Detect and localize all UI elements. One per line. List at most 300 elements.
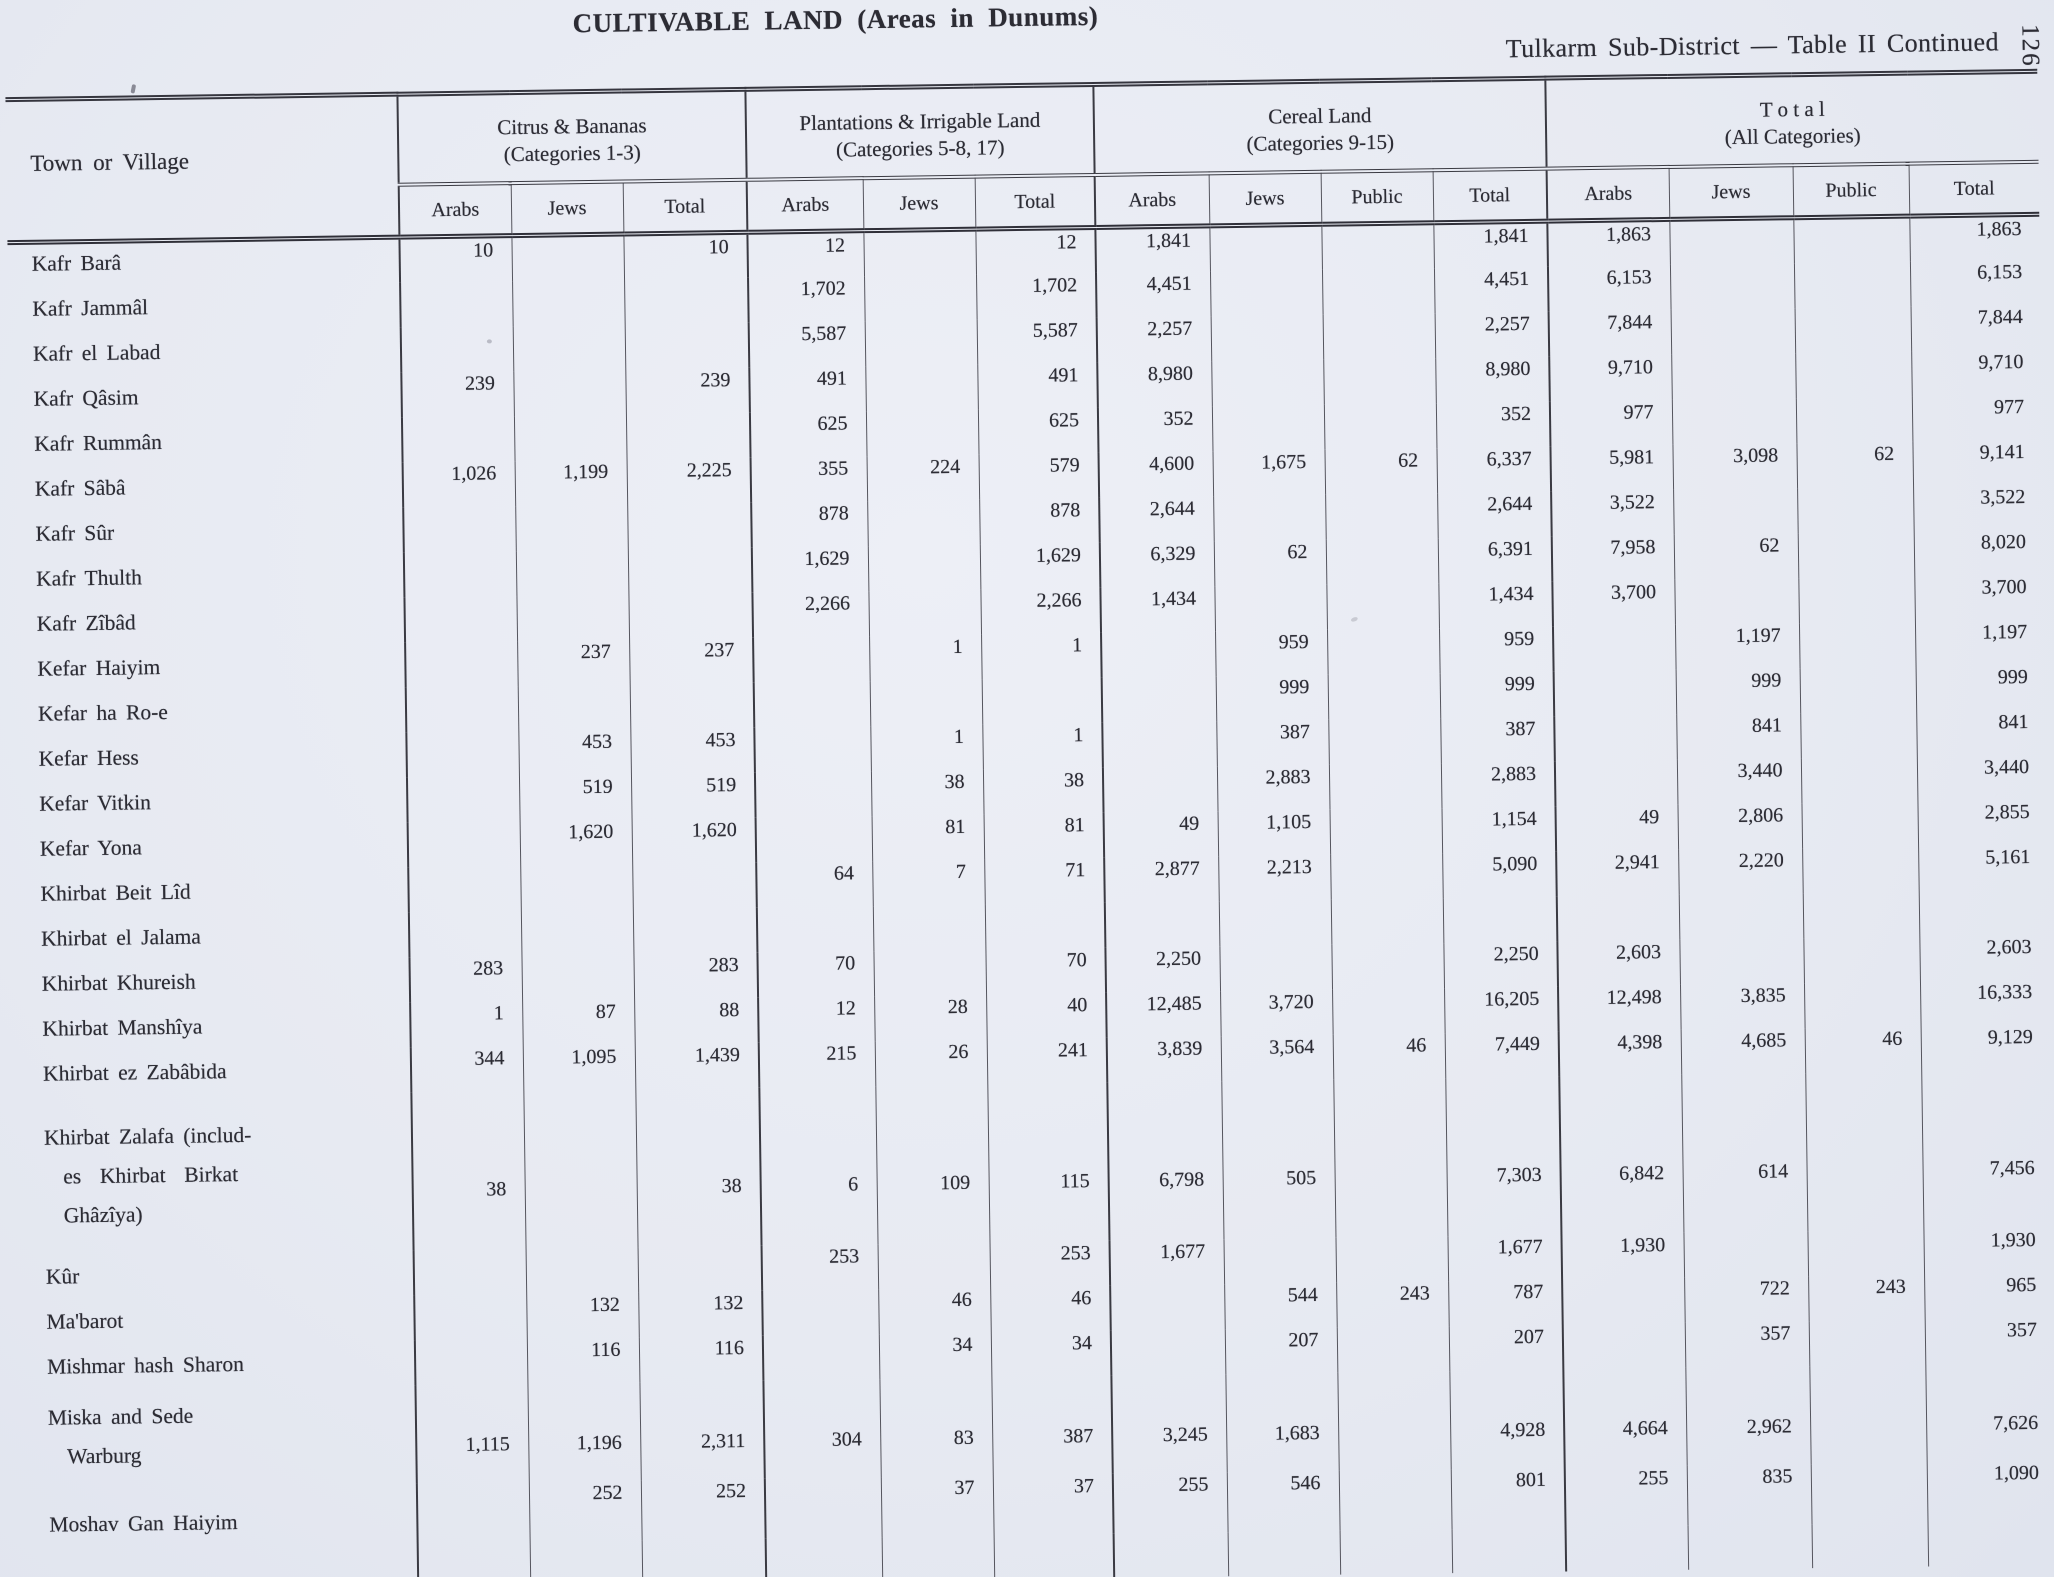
value-cell: 12	[975, 227, 1096, 274]
col-header: Arabs	[399, 183, 512, 237]
value-cell: 6,842	[1559, 1075, 1683, 1235]
value-cell	[1555, 760, 1678, 807]
value-cell: 1,026	[403, 461, 516, 508]
value-cell: 1,090	[1927, 1461, 2054, 1523]
value-cell: 5,587	[749, 321, 866, 368]
value-cell: 453	[518, 729, 631, 776]
value-cell	[626, 413, 751, 460]
value-cell: 1,683	[1225, 1373, 1338, 1473]
village-name: Kefar Vitkin	[39, 790, 152, 816]
value-cell: 2,644	[1437, 492, 1552, 539]
value-cell: 959	[1439, 627, 1554, 674]
value-cell: 132	[526, 1292, 639, 1339]
value-cell	[994, 1534, 1115, 1577]
value-cell: 625	[978, 408, 1099, 455]
value-cell	[985, 903, 1106, 950]
village-name: Kefar ha Ro-e	[37, 699, 168, 726]
group-sublabel: (Categories 9-15)	[1246, 129, 1395, 156]
value-cell	[1333, 1078, 1447, 1238]
value-cell	[1798, 532, 1915, 579]
value-cell	[1679, 893, 1804, 940]
value-cell: 62	[1797, 442, 1914, 489]
value-cell	[1672, 398, 1797, 445]
value-cell: 519	[519, 774, 632, 821]
value-cell: 2,266	[980, 588, 1101, 635]
row-header-town-or-village: Town or Village	[5, 94, 399, 242]
value-cell: 4,398	[1559, 1030, 1682, 1077]
value-cell: 625	[750, 411, 867, 458]
value-cell	[1919, 890, 2050, 937]
value-cell	[1554, 715, 1677, 762]
value-cell: 38	[871, 770, 984, 817]
village-name: Kafr el Labad	[32, 340, 161, 366]
value-cell	[1327, 628, 1440, 675]
value-cell: 16,205	[1444, 987, 1559, 1034]
value-cell	[632, 863, 757, 910]
value-cell: 1,620	[520, 819, 633, 866]
value-cell: 5,090	[1442, 852, 1557, 899]
value-cell	[1324, 403, 1437, 450]
value-cell	[1103, 766, 1218, 813]
value-cell: 304	[763, 1379, 880, 1479]
village-name: Kafr Thulth	[35, 565, 143, 591]
value-cell	[1793, 216, 1910, 263]
group-header-cereal	[1093, 78, 1546, 175]
value-cell	[638, 1246, 763, 1293]
value-cell: 1,677	[1110, 1239, 1225, 1286]
value-cell	[868, 590, 981, 637]
value-cell	[1322, 268, 1435, 315]
value-cell	[1330, 853, 1443, 900]
value-cell: 352	[1098, 406, 1213, 453]
group-label: Citrus & Bananas	[497, 113, 647, 140]
value-cell	[625, 323, 750, 370]
value-cell: 1,620	[632, 818, 757, 865]
value-cell: 787	[1448, 1280, 1563, 1327]
value-cell	[865, 365, 978, 412]
value-cell: 9,710	[1549, 355, 1672, 402]
value-cell	[1102, 721, 1217, 768]
value-cell	[1326, 538, 1439, 585]
value-cell: 2,213	[1218, 855, 1331, 902]
village-name: Kefar Haiyim	[37, 655, 161, 681]
value-cell	[1328, 673, 1441, 720]
value-cell	[408, 866, 521, 913]
group-label: Cereal Land	[1268, 103, 1372, 129]
value-cell	[1110, 1284, 1225, 1331]
value-cell: 243	[1336, 1281, 1449, 1328]
value-cell: 3,440	[1917, 755, 2048, 802]
group-sublabel: (Categories 5-8, 17)	[835, 135, 1005, 162]
value-cell: 1,434	[1438, 582, 1553, 629]
value-cell	[516, 550, 629, 597]
value-cell: 2,220	[1678, 848, 1803, 895]
value-cell: 1	[981, 633, 1102, 680]
value-cell	[515, 505, 628, 552]
value-cell: 5,161	[1918, 845, 2049, 892]
value-cell: 387	[1440, 717, 1555, 764]
value-cell: 38	[983, 768, 1104, 815]
value-cell	[1211, 315, 1324, 362]
village-name: Khirbat Zalafa (includ- es Khirbat Birkat Ghâzîya)	[43, 1122, 252, 1228]
value-cell: 88	[634, 998, 759, 1045]
value-cell	[628, 548, 753, 595]
group-sublabel: (Categories 1-3)	[503, 140, 641, 167]
value-cell: 453	[630, 728, 755, 775]
col-header: Jews	[1209, 172, 1322, 226]
value-cell: 3,098	[1673, 443, 1798, 490]
value-cell: 878	[751, 501, 868, 548]
value-cell	[1337, 1371, 1450, 1471]
value-cell	[1797, 487, 1914, 534]
scan-speck	[130, 84, 136, 94]
value-cell: 1,841	[1095, 226, 1210, 273]
value-cell: 2,855	[1918, 800, 2049, 847]
value-cell: 1,197	[1675, 623, 1800, 670]
value-cell: 5,981	[1551, 445, 1674, 492]
value-cell: 2,883	[1217, 765, 1330, 812]
value-cell	[1671, 353, 1796, 400]
value-cell: 81	[984, 813, 1105, 860]
value-cell: 239	[625, 368, 750, 415]
value-cell: 977	[1550, 400, 1673, 447]
value-cell: 3,839	[1107, 1036, 1222, 1083]
col-header: Arabs	[1547, 167, 1670, 221]
value-cell: 2,877	[1104, 856, 1219, 903]
value-cell	[1800, 667, 1917, 714]
value-cell: 2,806	[1678, 803, 1803, 850]
value-cell: 252	[641, 1479, 766, 1541]
value-cell	[1562, 1278, 1685, 1325]
value-cell	[1452, 1528, 1567, 1574]
value-cell	[408, 821, 521, 868]
value-cell: 878	[979, 498, 1100, 545]
page-subtitle: Tulkarm Sub-District — Table II Continued	[1505, 27, 2000, 64]
value-cell: 977	[1912, 395, 2043, 442]
value-cell: 2,225	[627, 458, 752, 505]
value-cell: 801	[1451, 1468, 1566, 1530]
value-cell	[414, 1294, 527, 1341]
value-cell	[1337, 1326, 1450, 1373]
value-cell	[1799, 622, 1916, 669]
value-cell: 7,303	[1445, 1077, 1561, 1237]
value-cell	[1331, 943, 1444, 990]
value-cell	[882, 1536, 995, 1577]
value-cell: 46	[1333, 1033, 1446, 1080]
value-cell: 1,677	[1447, 1235, 1562, 1282]
value-cell	[418, 1542, 531, 1577]
value-cell: 2,266	[752, 591, 869, 638]
value-cell	[878, 1243, 991, 1290]
value-cell: 6,391	[1438, 537, 1553, 584]
group-header-citrus	[397, 89, 746, 184]
value-cell: 6,337	[1436, 447, 1551, 494]
value-cell: 71	[984, 858, 1105, 905]
value-cell: 1,675	[1213, 450, 1326, 497]
value-cell: 239	[401, 371, 514, 418]
value-cell	[520, 864, 633, 911]
value-cell: 1,702	[976, 273, 1097, 320]
value-cell: 9,141	[1912, 440, 2043, 487]
value-cell	[873, 950, 986, 997]
value-cell: 224	[867, 455, 980, 502]
value-cell: 357	[1925, 1318, 2054, 1365]
value-cell: 237	[629, 638, 754, 685]
value-cell: 2,257	[1097, 316, 1212, 363]
value-cell: 3,245	[1111, 1374, 1226, 1474]
value-cell	[1105, 901, 1220, 948]
value-cell	[1332, 988, 1445, 1035]
value-cell: 253	[762, 1244, 879, 1291]
col-header: Arabs	[1095, 173, 1210, 227]
value-cell	[1684, 1231, 1809, 1278]
group-label: T o t a l	[1759, 96, 1825, 122]
value-cell: 3,440	[1677, 758, 1802, 805]
value-cell: 87	[522, 999, 635, 1046]
value-cell: 2,962	[1685, 1366, 1810, 1466]
village-name: Khirbat Beit Lîd	[40, 879, 191, 906]
value-cell: 1,930	[1562, 1233, 1685, 1280]
value-cell: 387	[991, 1376, 1112, 1476]
value-cell: 252	[529, 1480, 642, 1542]
value-cell	[1670, 263, 1795, 310]
value-cell: 38	[411, 1091, 525, 1251]
village-name	[26, 1544, 419, 1577]
value-cell	[407, 776, 520, 823]
value-cell	[1803, 892, 1920, 939]
value-cell: 70	[757, 951, 874, 998]
value-cell: 5,587	[977, 318, 1098, 365]
value-cell: 46	[990, 1286, 1111, 1333]
value-cell	[1114, 1532, 1229, 1577]
value-cell: 491	[749, 366, 866, 413]
value-cell: 83	[879, 1378, 992, 1478]
value-cell: 81	[872, 815, 985, 862]
value-cell	[1329, 763, 1442, 810]
value-cell: 132	[638, 1291, 763, 1338]
value-cell: 6	[759, 1086, 877, 1246]
value-cell	[1210, 270, 1323, 317]
col-header: Total	[1433, 169, 1548, 223]
value-cell: 4,451	[1096, 271, 1211, 318]
value-cell: 352	[1436, 402, 1551, 449]
value-cell	[409, 911, 522, 958]
value-cell	[1211, 360, 1324, 407]
value-cell: 1,841	[1433, 221, 1548, 268]
value-cell: 253	[990, 1241, 1111, 1288]
value-cell: 49	[1556, 805, 1679, 852]
value-cell	[1808, 1229, 1925, 1276]
value-cell: 34	[879, 1333, 992, 1380]
value-cell	[873, 905, 986, 952]
col-header: Total	[623, 180, 748, 234]
value-cell	[1101, 631, 1216, 678]
value-cell: 1,115	[415, 1384, 528, 1484]
value-cell: 491	[977, 363, 1098, 410]
value-cell: 62	[1674, 533, 1799, 580]
value-cell	[1336, 1236, 1449, 1283]
value-cell	[403, 506, 516, 553]
value-cell	[753, 636, 870, 683]
village-name: Khirbat ez Zabâbida	[42, 1059, 227, 1086]
value-cell	[1802, 802, 1919, 849]
value-cell: 116	[639, 1336, 764, 1383]
value-cell	[417, 1482, 530, 1544]
value-cell	[523, 1089, 637, 1249]
village-name: Kafr Jammâl	[32, 295, 149, 321]
value-cell	[402, 416, 515, 463]
value-cell	[866, 410, 979, 457]
value-cell	[1212, 405, 1325, 452]
value-cell	[1219, 945, 1332, 992]
value-cell	[414, 1249, 527, 1296]
value-cell	[630, 683, 755, 730]
value-cell: 115	[987, 1083, 1109, 1243]
value-cell: 2,941	[1556, 850, 1679, 897]
value-cell: 1	[870, 725, 983, 772]
value-cell: 3,522	[1913, 485, 2044, 532]
value-cell: 2,644	[1099, 496, 1214, 543]
col-header: Total	[1909, 162, 2040, 216]
value-cell: 40	[986, 993, 1107, 1040]
value-cell: 9,129	[1921, 1025, 2052, 1072]
village-name: Mishmar hash Sharon	[46, 1351, 245, 1379]
page-title: CULTIVABLE LAND (Areas in Dunums)	[572, 0, 1099, 39]
value-cell	[1803, 937, 1920, 984]
value-cell	[1326, 583, 1439, 630]
value-cell: 2,603	[1919, 935, 2050, 982]
value-cell	[1804, 982, 1921, 1029]
value-cell: 1,702	[748, 276, 865, 323]
value-cell	[511, 234, 624, 281]
value-cell: 207	[1225, 1328, 1338, 1375]
value-cell	[624, 278, 749, 325]
value-cell: 7,844	[1549, 310, 1672, 357]
value-cell: 4,664	[1563, 1368, 1686, 1468]
value-cell	[1802, 847, 1919, 894]
value-cell: 12	[747, 231, 864, 278]
value-cell: 37	[881, 1476, 994, 1538]
value-cell: 1,199	[515, 460, 628, 507]
value-cell	[763, 1334, 880, 1381]
value-cell: 46	[1805, 1027, 1922, 1074]
value-cell	[1800, 712, 1917, 759]
village-name: Kafr Rummân	[34, 430, 163, 456]
value-cell: 207	[1449, 1325, 1564, 1372]
col-header: Public	[1793, 164, 1910, 218]
value-cell	[642, 1539, 767, 1577]
value-cell	[518, 684, 631, 731]
value-cell	[1323, 313, 1436, 360]
value-cell: 1	[410, 1001, 523, 1048]
value-cell	[864, 275, 977, 322]
value-cell: 387	[1216, 720, 1329, 767]
value-cell: 7	[872, 860, 985, 907]
village-name: Khirbat el Jalama	[41, 924, 201, 951]
village-name: Kûr	[45, 1264, 80, 1289]
village-name: Kafr Qâsim	[33, 385, 139, 411]
value-cell: 34	[991, 1331, 1112, 1378]
value-cell	[863, 229, 976, 276]
value-cell	[870, 680, 983, 727]
value-cell: 2,603	[1557, 940, 1680, 987]
value-cell: 1,095	[523, 1044, 636, 1091]
value-cell	[415, 1339, 528, 1386]
value-cell: 6,329	[1100, 541, 1215, 588]
value-cell: 999	[1440, 672, 1555, 719]
value-cell	[1340, 1529, 1453, 1575]
value-cell: 10	[399, 236, 512, 283]
village-name: Ma'barot	[46, 1308, 124, 1334]
value-cell	[765, 1477, 882, 1539]
value-cell: 579	[979, 453, 1100, 500]
value-cell: 283	[409, 956, 522, 1003]
value-cell: 8,980	[1435, 357, 1550, 404]
value-cell: 3,564	[1221, 1035, 1334, 1082]
value-cell: 2,250	[1443, 942, 1558, 989]
value-cell: 999	[1676, 668, 1801, 715]
value-cell: 2,257	[1435, 312, 1550, 359]
value-cell: 1,434	[1100, 586, 1215, 633]
value-cell: 835	[1687, 1464, 1812, 1526]
col-header: Total	[975, 175, 1096, 229]
value-cell	[1553, 625, 1676, 672]
village-name: Kefar Yona	[39, 835, 143, 861]
value-cell	[516, 595, 629, 642]
value-cell	[521, 909, 634, 956]
village-name: Kafr Barâ	[31, 250, 122, 276]
value-cell	[1794, 262, 1911, 309]
value-cell: 6,798	[1107, 1081, 1223, 1241]
value-cell	[1228, 1531, 1341, 1577]
value-cell: 46	[878, 1288, 991, 1335]
value-cell	[1805, 1072, 1923, 1232]
value-cell: 215	[759, 1041, 876, 1088]
value-cell	[530, 1540, 643, 1577]
value-cell	[1323, 358, 1436, 405]
value-cell: 237	[517, 640, 630, 687]
value-cell: 1,629	[980, 543, 1101, 590]
value-cell	[1669, 218, 1794, 265]
value-cell	[1671, 308, 1796, 355]
value-cell	[1209, 224, 1322, 271]
value-cell: 505	[1221, 1080, 1335, 1240]
value-cell: 7,449	[1445, 1032, 1560, 1079]
value-cell: 344	[411, 1046, 524, 1093]
value-cell: 1	[869, 635, 982, 682]
value-cell: 283	[633, 953, 758, 1000]
value-cell: 3,700	[1552, 580, 1675, 627]
value-cell	[633, 908, 758, 955]
value-cell	[1679, 938, 1804, 985]
value-cell	[1339, 1469, 1452, 1531]
value-cell	[513, 370, 626, 417]
value-cell	[865, 320, 978, 367]
value-cell: 2,250	[1105, 946, 1220, 993]
group-header-total	[1545, 71, 2038, 168]
value-cell: 12	[758, 996, 875, 1043]
value-cell	[628, 593, 753, 640]
value-cell	[1330, 808, 1443, 855]
value-cell	[868, 545, 981, 592]
value-cell	[755, 771, 872, 818]
value-cell	[1796, 397, 1913, 444]
value-cell	[1795, 352, 1912, 399]
value-cell	[757, 906, 874, 953]
value-cell: 6,153	[1910, 260, 2041, 307]
value-cell	[1673, 488, 1798, 535]
value-cell	[404, 551, 517, 598]
